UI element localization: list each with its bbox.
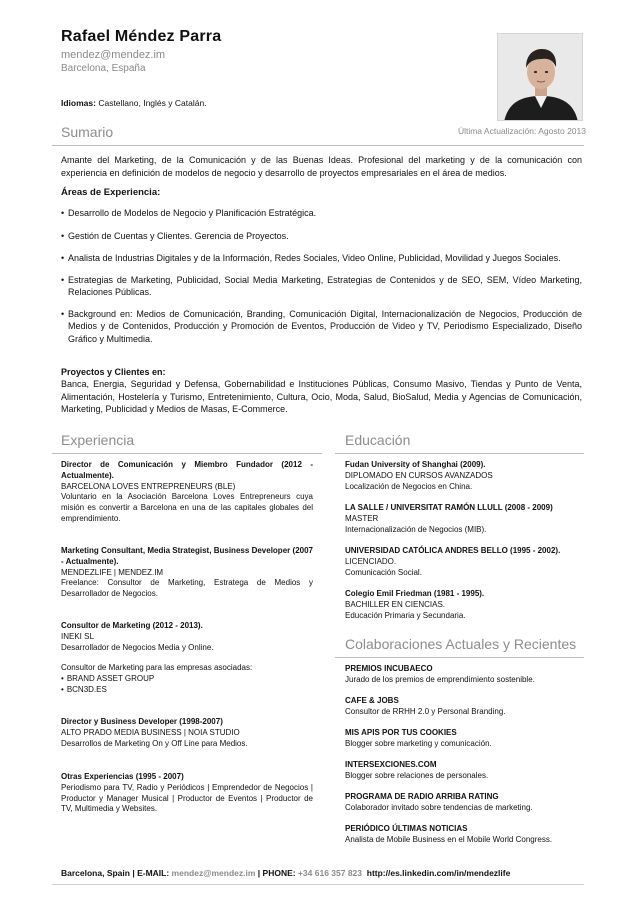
collaborations-column (345, 664, 585, 854)
collaboration-entry (345, 728, 585, 750)
job-company: ALTO PRADO MEDIA BUSINESS | NOIA STUDIO (61, 727, 240, 737)
collaboration-entry (345, 664, 585, 686)
collaboration-name: INTERSEXCIONES.COM (345, 760, 437, 769)
summary-title: Sumario (61, 124, 114, 140)
footer-phone-label: PHONE: (262, 868, 298, 878)
collaboration-entry (345, 696, 585, 718)
projects-title: Proyectos y Clientes en: (61, 367, 166, 377)
education-divider (335, 453, 584, 454)
collaboration-name: PREMIOS INCUBAECO (345, 664, 433, 673)
job-title: Director y Business Developer (1998-2007) (61, 717, 223, 726)
area-item: • Gestión de Cuentas y Clientes. Gerencia de Proyectos. (61, 230, 289, 241)
collaboration-desc: Colaborador invitado sobre tendencias de marketing. (345, 802, 533, 812)
degree-detail: Comunicación Social. (345, 567, 422, 577)
summary-text: Amante del Marketing, de la Comunicación y de las Buenas Ideas. Profesional del marketing y de la comunicación con experiencia en definición de modelos de negocio y desarrollo de proyectos empresariales en el área de medios. (61, 155, 582, 178)
experience-entry (61, 772, 313, 815)
education-entry (345, 503, 585, 535)
footer-phone: +34 616 357 823 (297, 868, 363, 878)
footer-separator: | (129, 868, 138, 878)
job-description: Desarrollador de Negocios Media y Online. (61, 642, 214, 652)
education-column (345, 460, 585, 630)
bullet-icon: • (61, 230, 65, 241)
portrait-image (498, 34, 583, 121)
experience-column (61, 460, 313, 840)
education-entry (345, 460, 585, 492)
job-extra: Consultor de Marketing para las empresas asociadas: (61, 663, 253, 673)
education-entry (345, 546, 585, 578)
education-entry (345, 589, 585, 621)
collaboration-desc: Blogger sobre marketing y comunicación. (345, 738, 492, 748)
job-description: Freelance: Consultor de Marketing, Estratega de Medios y Desarrollador de Negocios. (61, 578, 313, 599)
collaboration-desc: Consultor de RRHH 2.0 y Personal Branding. (345, 706, 506, 716)
school-name: Fudan University of Shanghai (2009). (345, 460, 486, 469)
last-updated: Última Actualización: Agosto 2013 (457, 126, 586, 136)
experience-divider (52, 453, 322, 454)
job-description: Voluntario en la Asociación Barcelona Loves Entrepreneurs cuya misión es convertir a Barcelona en una de las capitales globales del emprendimiento. (61, 492, 313, 523)
client-item: • BRAND ASSET GROUP (61, 674, 313, 685)
degree: MASTER (345, 513, 379, 523)
area-item: • Estrategias de Marketing, Publicidad, Social Media Marketing, Estrategias de Contenidos y de SEO, SEM, Vídeo Marketing, Relaciones Públicas. (61, 274, 582, 297)
footer-email-link[interactable]: mendez@mendez.im (171, 868, 256, 878)
header-location: Barcelona, España (61, 63, 146, 74)
languages-value: Castellano, Inglés y Catalán. (98, 98, 207, 108)
degree-detail: Educación Primaria y Secundaria. (345, 610, 466, 620)
collaboration-name: PERIÓDICO ÚLTIMAS NOTICIAS (345, 824, 468, 833)
experience-entry (61, 621, 313, 696)
degree: LICENCIADO. (345, 556, 397, 566)
job-company: INEKI SL (61, 631, 94, 641)
school-name: UNIVERSIDAD CATÓLICA ANDRES BELLO (1995 - 2002). (345, 546, 561, 555)
collaborations-title: Colaboraciones Actuales y Recientes (345, 636, 577, 652)
bullet-icon: • (61, 274, 65, 285)
collaboration-name: MIS APIS POR TUS COOKIES (345, 728, 457, 737)
collaborations-divider (335, 657, 584, 658)
job-title: Marketing Consultant, Media Strategist, Business Developer (2007 - Actualmente). (61, 546, 313, 566)
education-title: Educación (345, 432, 411, 448)
school-name: LA SALLE / UNIVERSITAT RAMÓN LLULL (2008 - 2009) (345, 503, 553, 512)
collaboration-desc: Analista de Mobile Business en el Mobile World Congress. (345, 834, 553, 844)
profile-photo (497, 33, 583, 121)
collaboration-entry (345, 792, 585, 814)
experience-entry (61, 717, 313, 749)
footer-linkedin-link[interactable]: http://es.linkedin.com/in/mendezlife (366, 868, 511, 878)
candidate-name: Rafael Méndez Parra (61, 28, 222, 45)
areas-list (61, 207, 582, 345)
collaboration-desc: Jurado de los premios de emprendimiento sostenible. (345, 674, 535, 684)
job-description: Desarrollos de Marketing On y Off Line para Medios. (61, 738, 248, 748)
collaboration-entry (345, 760, 585, 782)
languages-label: Idiomas: (61, 98, 96, 108)
bullet-icon: • (61, 208, 65, 218)
experience-title: Experiencia (61, 432, 135, 448)
bullet-icon: • (61, 253, 65, 263)
job-company: BARCELONA LOVES ENTREPRENEURS (BLE) (61, 481, 236, 491)
school-name: Colegio Emil Friedman (1981 - 1995). (345, 589, 485, 598)
footer-location: Barcelona, Spain (61, 868, 130, 878)
footer-separator: | (255, 868, 263, 878)
experience-entry (61, 546, 313, 600)
degree-detail: Localización de Negocios en China. (345, 481, 473, 491)
area-item: • Background en: Medios de Comunicación, Branding, Comunicación Digital, Internacionalización de Negocios, Producción de Medios y de Contenidos, Producción y Promoción de Eventos, Producción de Video y TV, Periodismo Especializado, Diseño Gráfico y Multimedia. (61, 308, 582, 344)
area-item: • Desarrollo de Modelos de Negocio y Planificación Estratégica. (61, 208, 317, 218)
client-item: • BCN3D.ES (61, 685, 313, 696)
job-company: MENDEZLIFE | MENDEZ.IM (61, 567, 164, 577)
bullet-icon: • (61, 308, 65, 319)
job-title: Director de Comunicación y Miembro Fundador (2012 - Actualmente). (61, 460, 313, 480)
collaboration-name: PROGRAMA DE RADIO ARRIBA RATING (345, 792, 499, 801)
projects-text: Banca, Energia, Seguridad y Defensa, Gobernabilidad e Instituciones Públicas, Consumo Masivo, Tiendas y Punto de Venta, Alimentación, Hostelería y Turismo, Entretenimiento, Cultura, Ocio, Moda, Salud, BioSalud, Media y Agencias de Comunicación, Marketing, Publicidad y Medios de Masas, E-Commerce. (61, 379, 582, 414)
collaboration-entry (345, 824, 585, 846)
job-description: Periodismo para TV, Radio y Periódicos | Emprendedor de Negocios | Productor y Manager Musical | Productor de Eventos | Productor de TV, Multimedia y Websites. (61, 782, 313, 814)
footer-divider (52, 884, 584, 885)
job-title: Consultor de Marketing (2012 - 2013). (61, 621, 203, 630)
summary-divider (52, 145, 584, 146)
collaboration-name: CAFE & JOBS (345, 696, 399, 705)
experience-entry (61, 460, 313, 525)
languages-line (61, 98, 207, 108)
areas-title: Áreas de Experiencia: (61, 187, 161, 198)
header-email: mendez@mendez.im (61, 49, 166, 61)
collaboration-desc: Blogger sobre relaciones de personales. (345, 770, 489, 780)
degree: BACHILLER EN CIENCIAS. (345, 599, 446, 609)
footer-contact (61, 868, 582, 878)
footer-email-label: E-MAIL: (137, 868, 172, 878)
area-item: • Analista de Industrias Digitales y de la Información, Redes Sociales, Video Online, Publicidad, Movilidad y Juegos Sociales. (61, 253, 561, 263)
degree-detail: Internacionalización de Negocios (MIB). (345, 524, 487, 534)
job-title: Otras Experiencias (1995 - 2007) (61, 772, 184, 781)
degree: DIPLOMADO EN CURSOS AVANZADOS (345, 470, 493, 480)
